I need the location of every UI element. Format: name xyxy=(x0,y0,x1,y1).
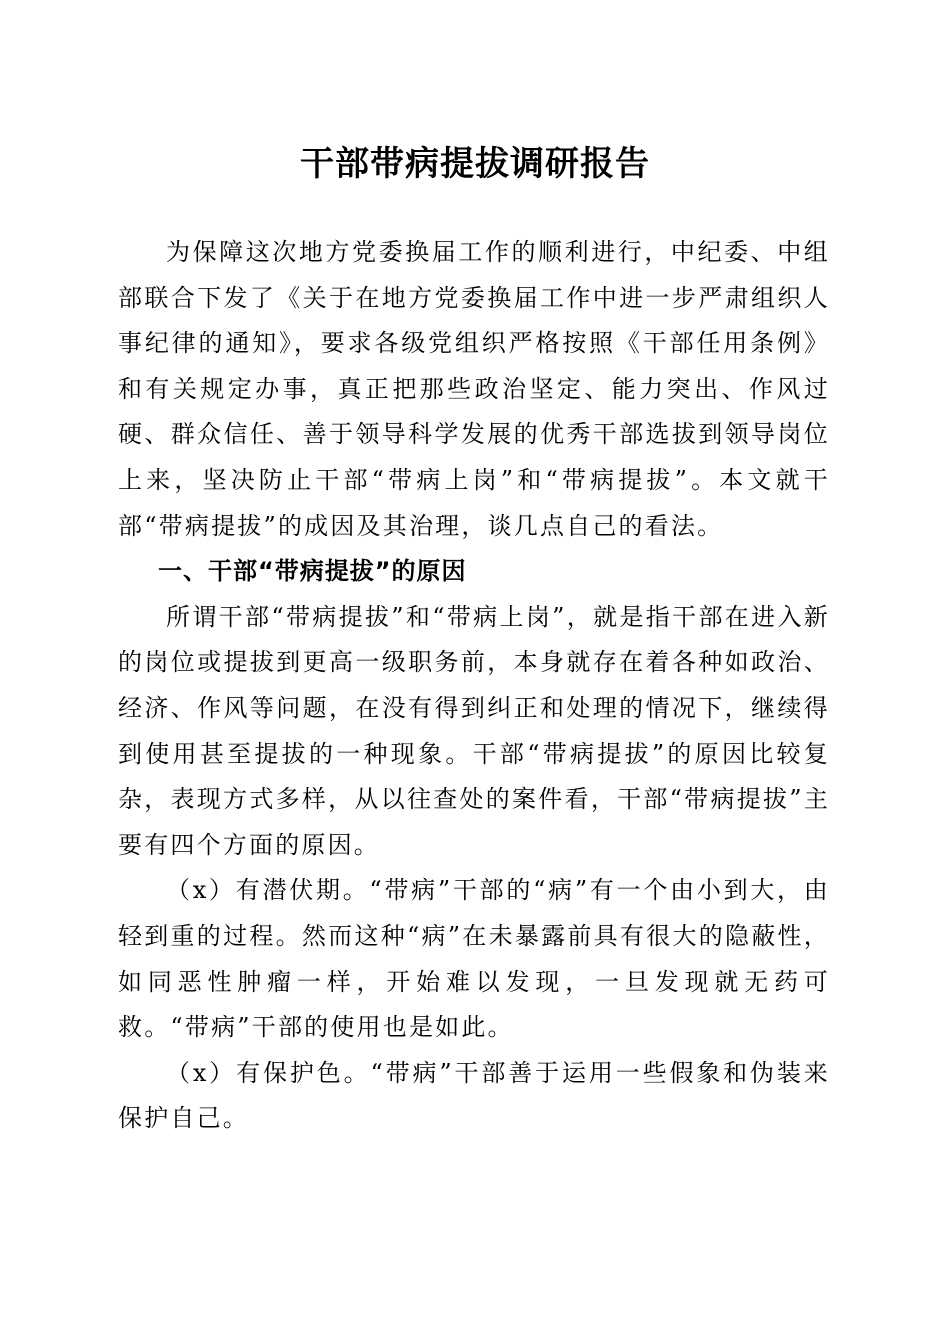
camouflage-paragraph: （x）有保护色。“带病”干部善于运用一些假象和伪装来保护自己。 xyxy=(118,1058,830,1133)
document-title: 干部带病提拔调研报告 xyxy=(300,144,650,184)
section-heading: 一、干部“带病提拔”的原因 xyxy=(158,557,467,586)
intro-paragraph: 为保障这次地方党委换届工作的顺利进行，中纪委、中组部联合下发了《关于在地方党委换届工作中进一步严肃组织人事纪律的通知》，要求各级党组织严格按照《干部任用条例》和有关规定办事，真正把那些政治坚定、能力突出、作风过硬、群众信任、善于领导科学发展的优秀干部选拔到领导岗位上来，坚决防止干部“带病上岗”和“带病提拔”。本文就干部“带病提拔”的成因及其治理，谈几点自己的看法。 xyxy=(118,238,830,540)
definition-paragraph: 所谓干部“带病提拔”和“带病上岗”，就是指干部在进入新的岗位或提拔到更高一级职务前，本身就存在着各种如政治、经济、作风等问题，在没有得到纠正和处理的情况下，继续得到使用甚至提拔的一种现象。干部“带病提拔”的原因比较复杂，表现方式多样，从以往查处的案件看，干部“带病提拔”主要有四个方面的原因。 xyxy=(118,602,830,859)
latency-paragraph: （x）有潜伏期。“带病”干部的“病”有一个由小到大，由轻到重的过程。然而这种“病”在未暴露前具有很大的隐蔽性，如同恶性肿瘤一样，开始难以发现，一旦发现就无药可救。“带病”干部的使用也是如此。 xyxy=(118,876,830,1042)
document-body xyxy=(118,230,830,1142)
